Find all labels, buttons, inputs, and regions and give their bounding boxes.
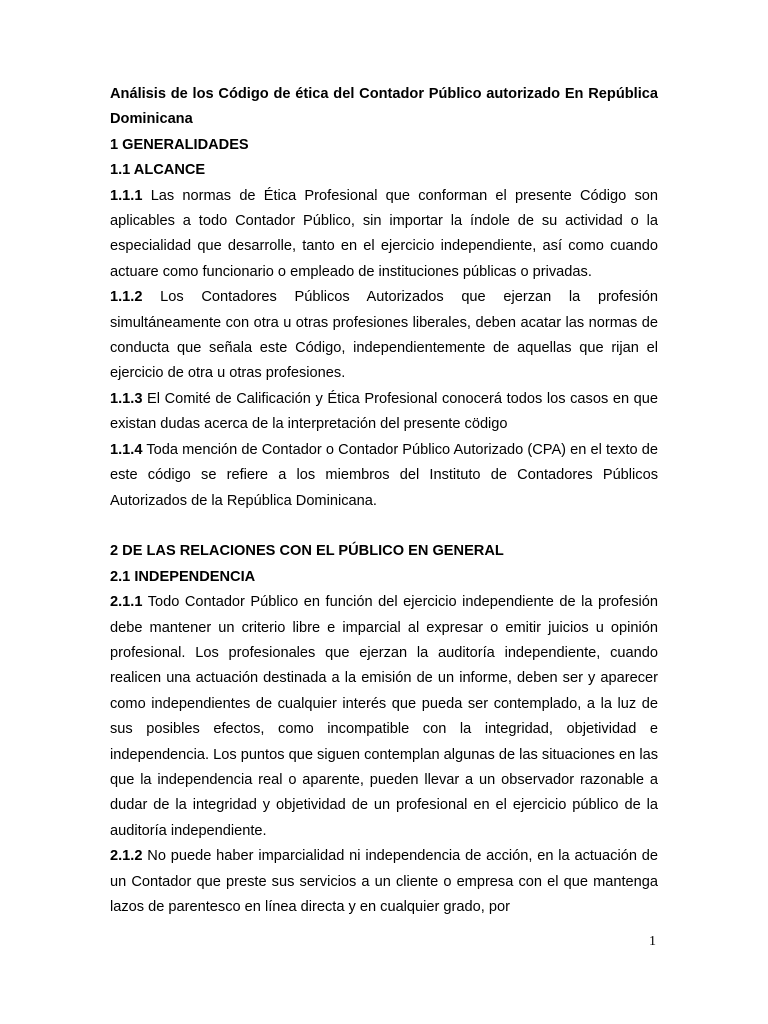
paragraph-spacer [110, 514, 658, 539]
paragraph-number: 1.1.2 [110, 289, 143, 306]
paragraph-number: 2.1.1 [110, 594, 143, 611]
subsection-heading-independencia: 2.1 INDEPENDENCIA [110, 568, 256, 585]
paragraph-1-1-1 [110, 184, 658, 286]
section-heading-generalidades: 1 GENERALIDADES [110, 136, 249, 153]
paragraph-number: 1.1.1 [110, 187, 143, 204]
paragraph-text: El Comité de Calificación y Ética Profesional conocerá todos los casos en que existan dudas acerca de la interpretación del presente cödigo [110, 390, 658, 433]
section-heading-relaciones-publico: 2 DE LAS RELACIONES CON EL PÚBLICO EN GENERAL [110, 543, 504, 560]
paragraph-2-1-1 [110, 590, 658, 844]
paragraph-text: No puede haber imparcialidad ni independencia de acción, en la actuación de un Contador que preste sus servicios a un cliente o empresa con el que mantenga lazos de parentesco en línea directa y en cualquier grado, por [110, 848, 658, 915]
paragraph-number: 1.1.3 [110, 390, 143, 407]
paragraph-number: 2.1.2 [110, 848, 143, 865]
paragraph-number: 1.1.4 [110, 441, 143, 458]
paragraph-1-1-4 [110, 438, 658, 514]
paragraph-2-1-2 [110, 844, 658, 920]
document-title: Análisis de los Código de ética del Contador Público autorizado En República Dominicana [110, 86, 658, 128]
paragraph-1-1-2 [110, 285, 658, 387]
subsection-heading-alcance: 1.1 ALCANCE [110, 162, 206, 179]
paragraph-text: Todo Contador Público en función del ejercicio independiente de la profesión debe mantener un criterio libre e imparcial al expresar o emitir juicios u opinión profesional. Los profesionales que ejerzan la auditoría independiente, cuando realicen una actuación destinada a la emisión de un informe, deben ser y aparecer como independientes de cualquier interés que pueda ser contemplado, a la luz de sus posibles efectos, como incompatible con la integridad, objetividad e independencia. Los puntos que siguen contemplan algunas de las situaciones en las que la independencia real o aparente, pueden llevar a un observador razonable a dudar de la integridad y objetividad de un profesional en el ejercicio público de la auditoría independiente. [110, 594, 658, 839]
paragraph-text: Los Contadores Públicos Autorizados que ejerzan la profesión simultáneamente con otra u otras profesiones liberales, deben acatar las normas de conducta que señala este Código, independientemente de aquellas que rijan el ejercicio de otra u otras profesiones. [110, 289, 658, 382]
paragraph-text: Toda mención de Contador o Contador Público Autorizado (CPA) en el texto de este código se refiere a los miembros del Instituto de Contadores Públicos Autorizados de la República Dominicana. [110, 441, 658, 509]
document-page [110, 82, 658, 920]
paragraph-1-1-3 [110, 387, 658, 438]
page-number: 1 [649, 934, 656, 949]
paragraph-text: Las normas de Ética Profesional que conforman el presente Código son aplicables a todo Contador Público, sin importar la índole de su actividad o la especialidad que desarrolle, tanto en el ejercicio independiente, así como cuando actuare como funcionario o empleado de instituciones públicas o privadas. [110, 187, 658, 280]
